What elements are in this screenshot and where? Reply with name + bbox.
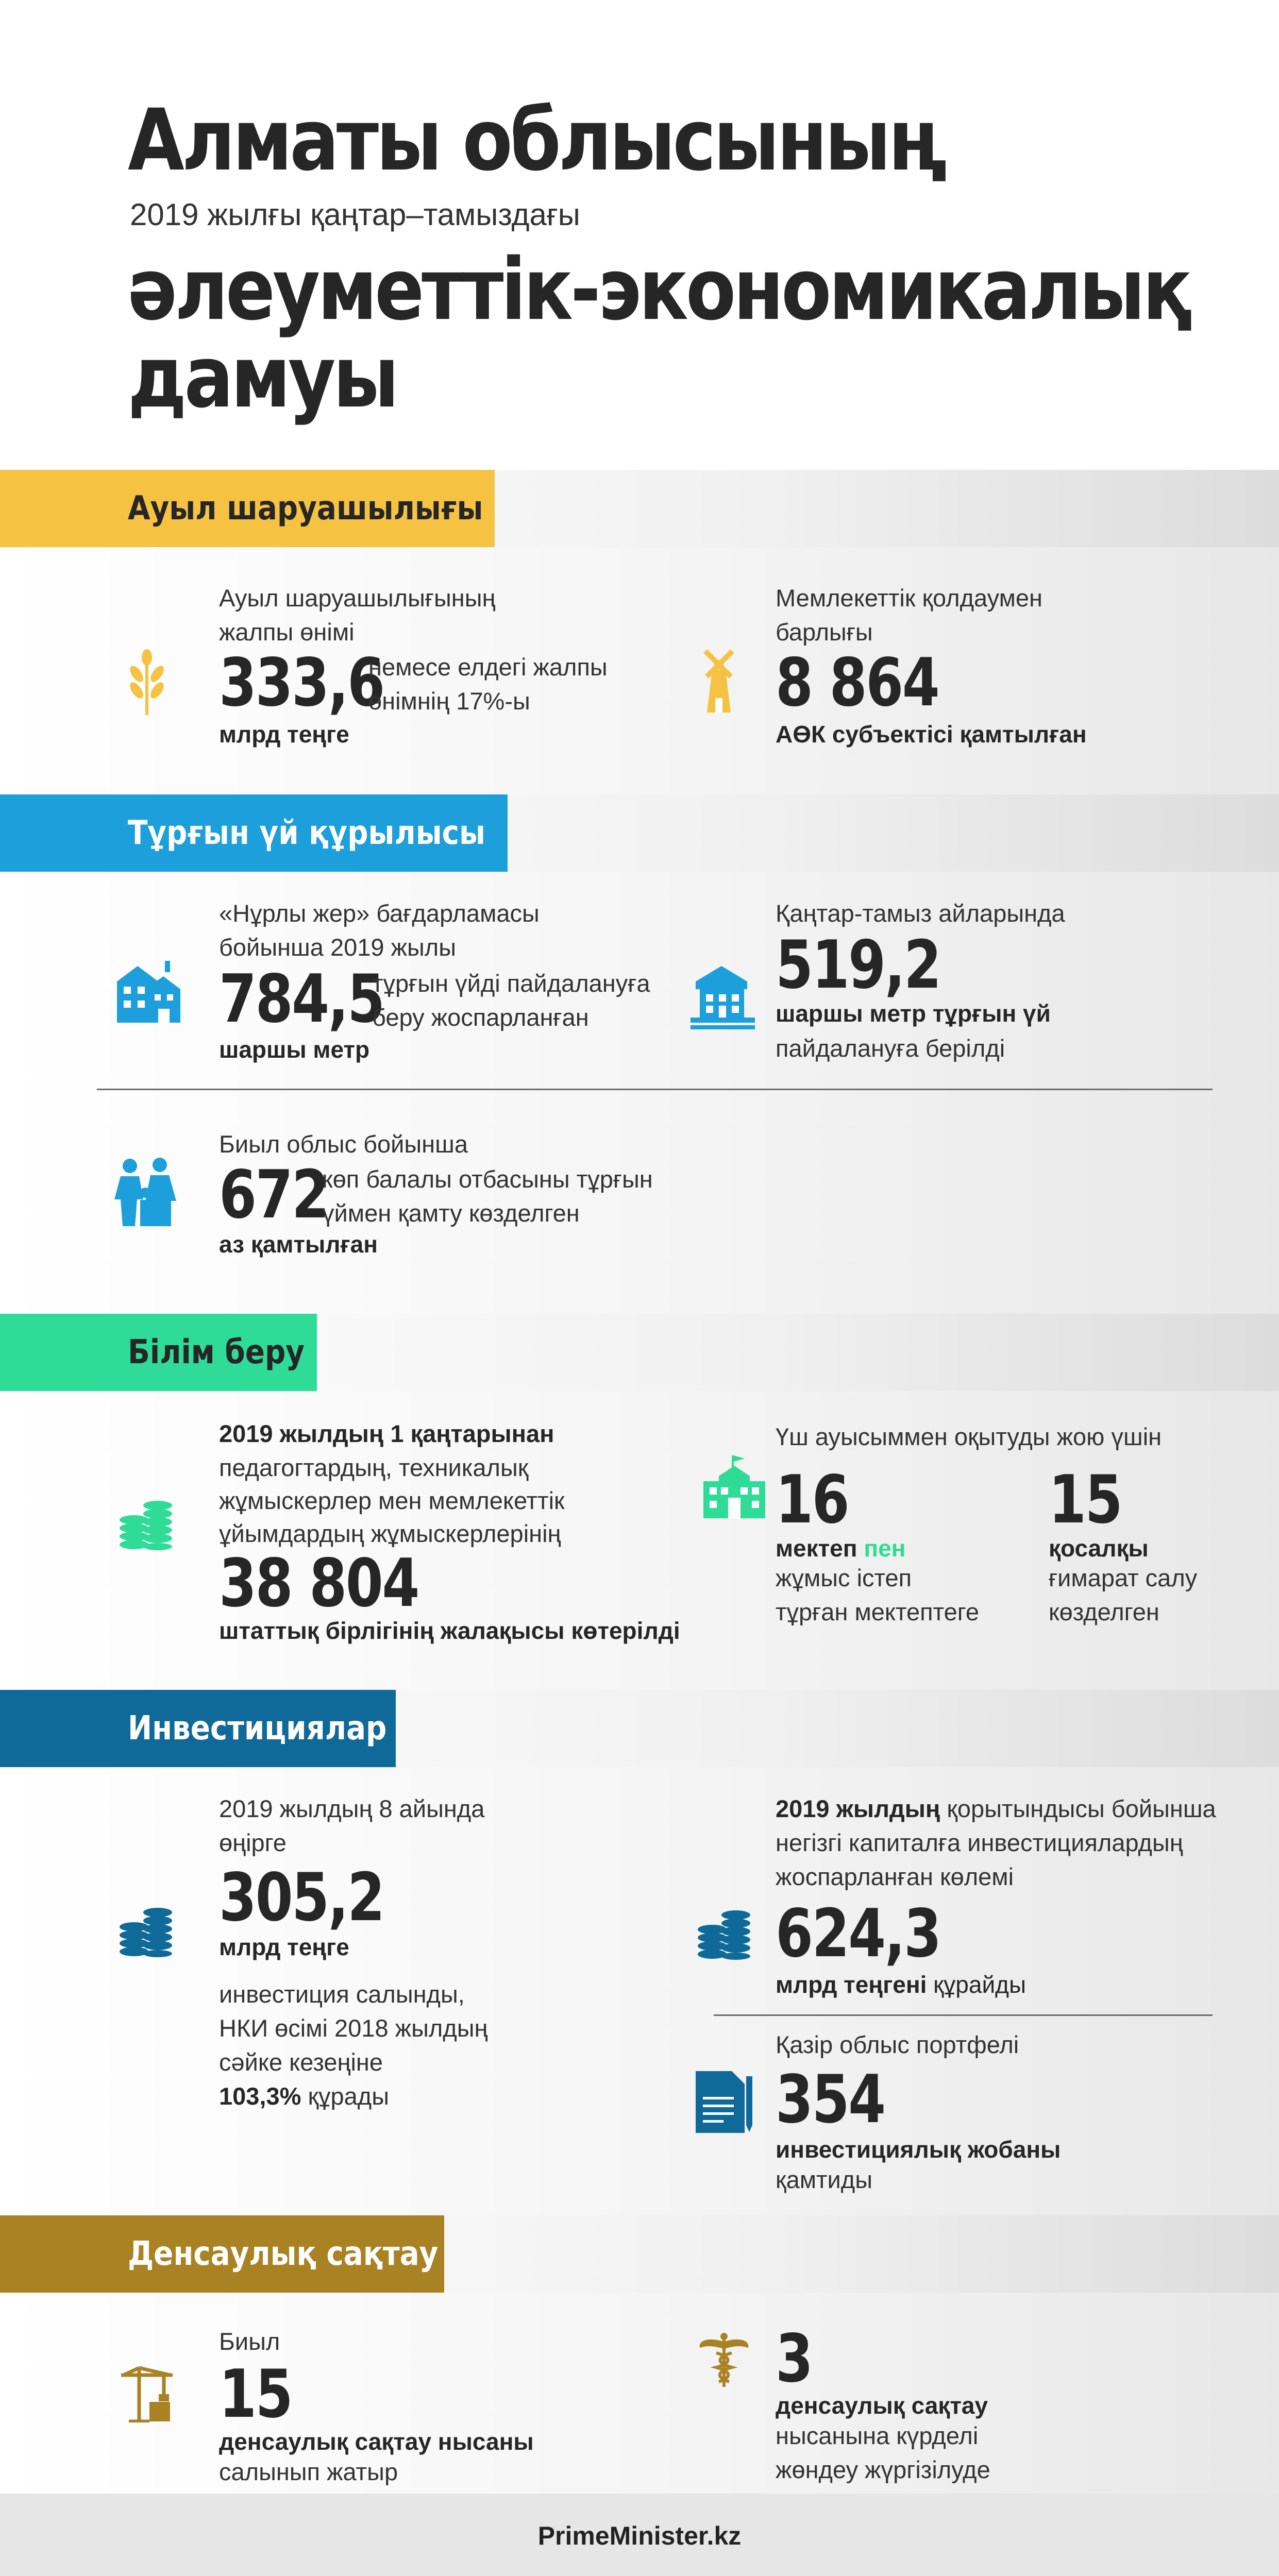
housing-bottom-note1: көп балалы отбасыны тұрғын	[322, 1165, 653, 1193]
housing-bottom-label1: Биыл облыс бойынша	[219, 1130, 468, 1158]
health-band	[0, 2293, 1279, 2494]
health-right-unit: денсаулық сақтау	[776, 2392, 988, 2419]
agri-left-label1: Ауыл шаруашылығының	[219, 584, 496, 612]
housing-left-label1: «Нұрлы жер» бағдарламасы	[219, 900, 540, 927]
inv-rt-unit-bold: млрд теңгені	[776, 1971, 927, 1998]
coins-icon	[117, 1499, 174, 1551]
edu-right-note-b2: көзделген	[1049, 1598, 1159, 1625]
inv-left-unit: млрд теңге	[219, 1934, 349, 1960]
inv-left-note2: НКИ өсімі 2018 жылдың	[219, 2014, 488, 2042]
agri-left-note1: немесе елдегі жалпы	[368, 653, 608, 681]
inv-left-note4-rest: құрады	[301, 2082, 390, 2110]
edu-left-unit: штаттық бірлігінің жалақысы көтерілді	[219, 1617, 680, 1644]
inv-rb-note1: қамтиды	[776, 2166, 872, 2193]
edu-left-label3: жұмыскерлер мен мемлекеттік	[219, 1487, 565, 1514]
edu-left-value: 38 804	[219, 1545, 418, 1622]
health-left-note1: салынып жатыр	[219, 2458, 398, 2485]
health-left-unit: денсаулық сақтау нысаны	[219, 2428, 534, 2455]
edu-right-note-a2: тұрған мектептеге	[776, 1598, 979, 1625]
inv-left-note4	[219, 2079, 389, 2113]
coins-icon	[696, 1909, 752, 1960]
edu-right-label1: Үш ауысыммен оқытуды жою үшін	[776, 1423, 1162, 1450]
edu-right-unit-a-accent: пен	[864, 1535, 906, 1562]
housing-left-label2: бойынша 2019 жылы	[219, 934, 456, 961]
agriculture-band	[0, 547, 1279, 794]
inv-rb-label1: Қазір облыс портфелі	[776, 2031, 1019, 2058]
inv-rt-unit-rest: құрайды	[927, 1971, 1026, 1998]
housing-bottom-value: 672	[219, 1157, 328, 1233]
coins-icon	[117, 1906, 174, 1958]
family-icon	[114, 1157, 181, 1226]
page-title-line2: әлеуметтік-экономикалық	[128, 240, 1190, 339]
inv-left-label1: 2019 жылдың 8 айында	[219, 1795, 485, 1822]
page-title-line3: дамуы	[128, 328, 397, 427]
inv-left-note4-bold: 103,3%	[219, 2082, 301, 2110]
page-title-line1: Алматы облысының	[128, 91, 945, 190]
edu-right-unit-a: мектеп пен	[776, 1535, 906, 1562]
housing-right-note1: пайдалануға берілді	[776, 1035, 1005, 1062]
inv-left-note1: инвестиция салынды,	[219, 1980, 465, 2008]
inv-left-label2: өңірге	[219, 1829, 287, 1856]
housing-left-unit: шаршы метр	[219, 1036, 370, 1063]
housing-right-unit: шаршы метр тұрғын үй	[776, 1000, 1051, 1027]
footer-site-link[interactable]: PrimeMinister.kz	[537, 2521, 742, 2550]
agri-left-value: 333,6	[219, 645, 384, 721]
inv-rt-value: 624,3	[776, 1895, 940, 1972]
inv-rt-label3: жоспарланған көлемі	[776, 1863, 1014, 1890]
inv-rt-label1	[776, 1792, 1216, 1826]
agri-right-label2: барлығы	[776, 618, 873, 646]
health-left-value: 15	[219, 2356, 292, 2433]
agri-right-value: 8 864	[776, 645, 939, 721]
housing-right-value: 519,2	[776, 927, 940, 1004]
health-right-value: 3	[776, 2320, 812, 2397]
edu-left-label2: педагогтардың, техникалық	[219, 1454, 529, 1481]
inv-rt-unit	[776, 1971, 1026, 1998]
housing-left-note2: беру жоспарланған	[372, 1004, 589, 1031]
crane-icon	[119, 2366, 175, 2422]
school-icon	[703, 1455, 765, 1520]
health-right-note2: жөндеу жүргізілуде	[776, 2456, 990, 2483]
education-heading: Білім беру	[0, 1314, 317, 1391]
edu-left-label1: 2019 жылдың 1 қаңтарынан	[219, 1420, 554, 1447]
housing-left-value: 784,5	[219, 961, 384, 1038]
building-crane-icon	[691, 963, 755, 1030]
housing-right-label1: Қаңтар-тамыз айларында	[776, 900, 1065, 927]
health-right-note1: нысанына күрделі	[776, 2422, 979, 2449]
edu-right-unit-b: қосалқы	[1049, 1535, 1149, 1562]
edu-right-note-a1: жұмыс істеп	[776, 1564, 912, 1591]
investment-heading: Инвестициялар	[0, 1690, 396, 1767]
page-subtitle: 2019 жылғы қаңтар–тамыздағы	[130, 197, 580, 232]
edu-left-label4: ұйымдардың жұмыскерлерінің	[219, 1520, 561, 1547]
inv-rb-unit: инвестициялық жобаны	[776, 2136, 1061, 2163]
edu-right-value-a: 16	[776, 1462, 849, 1538]
agri-left-label2: жалпы өнімі	[219, 618, 355, 646]
agri-left-note2: өнімнің 17%-ы	[368, 687, 530, 715]
houses-icon	[114, 958, 181, 1025]
inv-left-note3: сәйке кезеңіне	[219, 2048, 383, 2076]
edu-right-note-b1: ғимарат салу	[1049, 1564, 1198, 1591]
windmill-icon	[696, 641, 742, 714]
caduceus-icon	[696, 2331, 752, 2388]
health-heading: Денсаулық сақтау	[0, 2215, 444, 2293]
wheat-icon	[121, 649, 173, 716]
housing-bottom-unit: аз қамтылған	[219, 1231, 378, 1258]
agri-right-label1: Мемлекеттік қолдаумен	[776, 584, 1042, 612]
agri-left-unit: млрд теңге	[219, 721, 349, 748]
agriculture-heading: Ауыл шаруашылығы	[0, 470, 495, 547]
housing-heading: Тұрғын үй құрылысы	[0, 794, 508, 872]
investment-divider	[714, 2014, 1213, 2016]
edu-right-value-b: 15	[1049, 1462, 1122, 1538]
inv-left-value: 305,2	[219, 1859, 384, 1936]
housing-divider	[97, 1089, 1213, 1090]
agri-right-unit: АӨК субъектісі қамтылған	[776, 721, 1087, 748]
inv-rt-label1-rest: қорытындысы бойынша	[940, 1795, 1216, 1822]
housing-band	[0, 872, 1279, 1314]
inv-rt-label2: негізгі капиталға инвестициялардың	[776, 1829, 1183, 1856]
housing-left-note1: тұрғын үйді пайдалануға	[372, 970, 650, 997]
inv-rb-value: 354	[776, 2061, 885, 2138]
document-icon	[696, 2071, 752, 2133]
inv-rt-label1-bold: 2019 жылдың	[776, 1795, 940, 1822]
housing-bottom-note2: үймен қамту көзделген	[322, 1199, 580, 1227]
health-left-label1: Биыл	[219, 2328, 280, 2355]
